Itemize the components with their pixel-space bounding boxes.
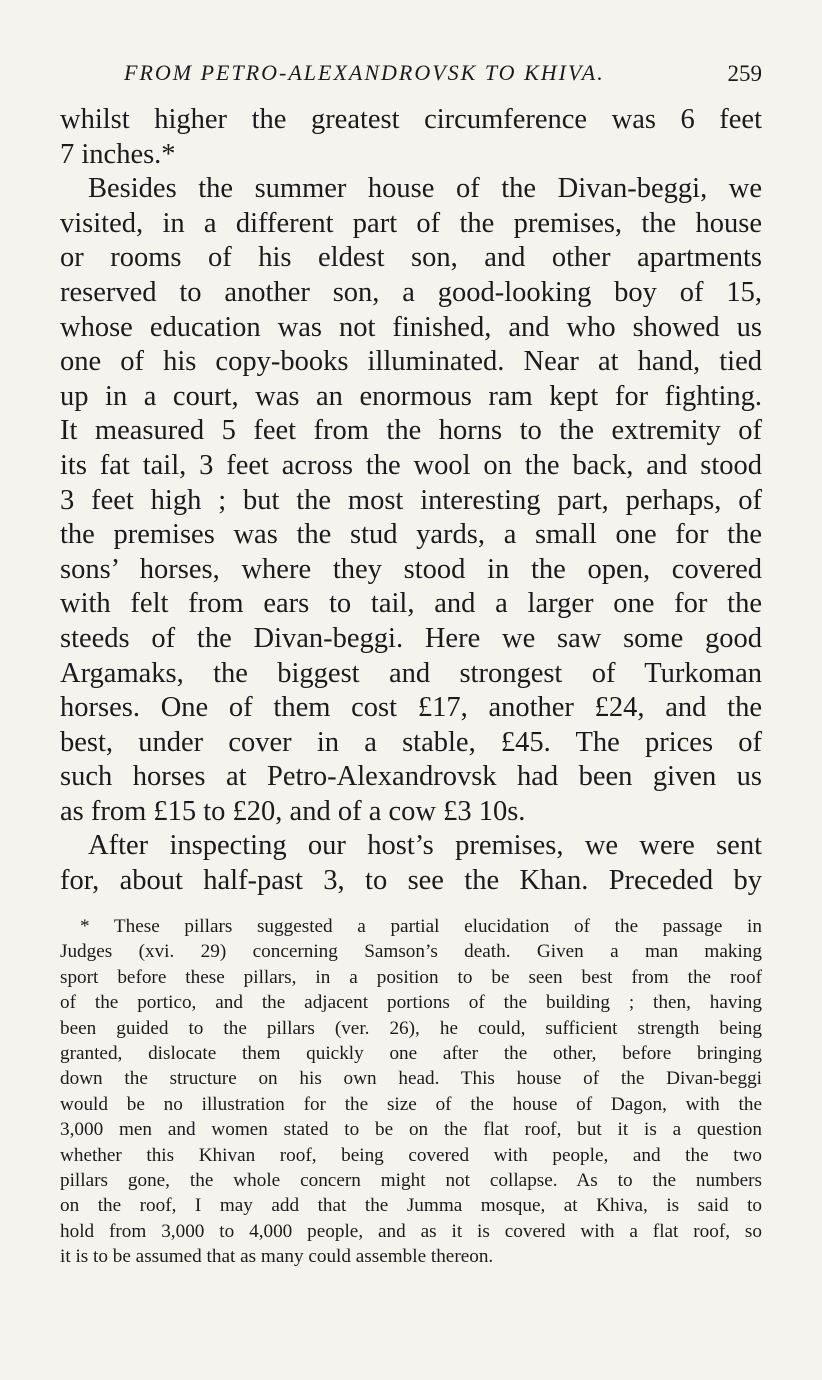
footnote-line: would be no illustration for the size of the house of Dagon, with the bbox=[60, 1093, 762, 1115]
body-line: one of his copy-books illuminated. Near at hand, tied bbox=[60, 346, 762, 378]
footnote-line: * These pillars suggested a partial elucidation of the passage in bbox=[80, 916, 762, 937]
body-line: the premises was the stud yards, a small one for the bbox=[60, 519, 762, 551]
body-line: for, about half-past 3, to see the Khan. Preceded by bbox=[60, 865, 762, 897]
body-line: or rooms of his eldest son, and other apartments bbox=[60, 242, 762, 274]
body-line: such horses at Petro-Alexandrovsk had been given us bbox=[60, 761, 762, 793]
footnote-line: it is to be assumed that as many could assemble thereon. bbox=[60, 1246, 494, 1268]
footnote-line: whether this Khivan roof, being covered with people, and the two bbox=[60, 1144, 762, 1166]
body-line: with felt from ears to tail, and a larger one for the bbox=[60, 588, 762, 620]
body-text bbox=[60, 103, 762, 899]
body-line: whose education was not finished, and who showed us bbox=[60, 311, 762, 343]
footnote-line: sport before these pillars, in a position to be seen best from the roof bbox=[60, 966, 762, 988]
page-number: 259 bbox=[727, 61, 762, 86]
running-head bbox=[60, 60, 762, 90]
body-line: sons’ horses, where they stood in the open, covered bbox=[60, 553, 762, 585]
body-line: its fat tail, 3 feet across the wool on the back, and stood bbox=[60, 449, 762, 481]
footnote-line: 3,000 men and women stated to be on the flat roof, but it is a question bbox=[60, 1119, 762, 1141]
body-line: reserved to another son, a good-looking boy of 15, bbox=[60, 276, 762, 308]
footnote-line: of the portico, and the adjacent portions of the building ; then, having bbox=[60, 992, 762, 1014]
body-line: 3 feet high ; but the most interesting part, perhaps, of bbox=[60, 484, 762, 516]
body-line: visited, in a different part of the premises, the house bbox=[60, 207, 762, 239]
footnote bbox=[60, 914, 762, 1269]
body-line: 7 inches.* bbox=[60, 138, 176, 170]
body-line: best, under cover in a stable, £45. The prices of bbox=[60, 726, 762, 758]
footnote-line: on the roof, I may add that the Jumma mosque, at Khiva, is said to bbox=[60, 1195, 762, 1217]
footnote-line: been guided to the pillars (ver. 26), he could, sufficient strength being bbox=[60, 1017, 762, 1039]
body-line: steeds of the Divan-beggi. Here we saw some good bbox=[60, 622, 762, 654]
footnote-line: down the structure on his own head. This house of the Divan-beggi bbox=[60, 1068, 762, 1090]
footnote-line: hold from 3,000 to 4,000 people, and as it is covered with a flat roof, so bbox=[60, 1220, 762, 1242]
body-line: Besides the summer house of the Divan-beggi, we bbox=[88, 173, 762, 205]
body-line: Argamaks, the biggest and strongest of Turkoman bbox=[60, 657, 762, 689]
footnote-line: Judges (xvi. 29) concerning Samson’s death. Given a man making bbox=[60, 941, 762, 963]
body-line: as from £15 to £20, and of a cow £3 10s. bbox=[60, 795, 526, 827]
body-line: up in a court, was an enormous ram kept for fighting. bbox=[60, 380, 762, 412]
body-line: whilst higher the greatest circumference was 6 feet bbox=[60, 104, 762, 135]
footnote-line: granted, dislocate them quickly one after the other, before bringing bbox=[60, 1042, 762, 1064]
running-title: FROM PETRO-ALEXANDROVSK TO KHIVA. bbox=[124, 60, 605, 85]
body-line: After inspecting our host’s premises, we were sent bbox=[88, 830, 762, 862]
body-line: horses. One of them cost £17, another £24, and the bbox=[60, 692, 762, 724]
footnote-line: pillars gone, the whole concern might not collapse. As to the numbers bbox=[60, 1169, 762, 1191]
body-line: It measured 5 feet from the horns to the extremity of bbox=[60, 415, 762, 447]
